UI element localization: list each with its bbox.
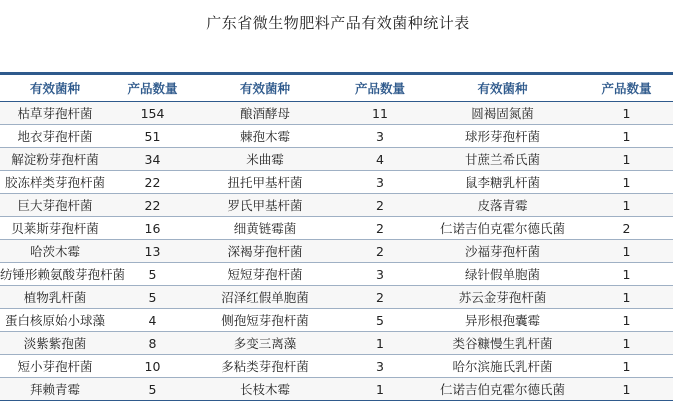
count-cell: 2 bbox=[335, 286, 425, 309]
strain-cell: 巨大芽孢杆菌 bbox=[0, 194, 110, 217]
count-cell: 13 bbox=[110, 240, 195, 263]
count-cell: 2 bbox=[335, 194, 425, 217]
header-count-1: 产品数量 bbox=[127, 81, 178, 96]
count-cell: 22 bbox=[110, 194, 195, 217]
count-cell: 2 bbox=[335, 240, 425, 263]
header-strain-3: 有效菌种 bbox=[477, 81, 528, 96]
strain-cell: 贝莱斯芽孢杆菌 bbox=[0, 217, 110, 240]
count-cell: 1 bbox=[335, 332, 425, 355]
count-cell: 3 bbox=[335, 263, 425, 286]
strain-cell: 解淀粉芽孢杆菌 bbox=[0, 148, 110, 171]
table-row bbox=[0, 309, 673, 332]
count-cell: 5 bbox=[110, 378, 195, 401]
table-row bbox=[0, 240, 673, 263]
strain-cell: 类谷糠慢生乳杆菌 bbox=[425, 332, 580, 355]
count-cell: 154 bbox=[110, 102, 195, 125]
count-cell: 1 bbox=[580, 263, 673, 286]
count-cell: 1 bbox=[580, 125, 673, 148]
table-row bbox=[0, 194, 673, 217]
count-cell: 3 bbox=[335, 171, 425, 194]
count-cell: 34 bbox=[110, 148, 195, 171]
strain-cell: 短短芽孢杆菌 bbox=[195, 263, 335, 286]
count-cell: 16 bbox=[110, 217, 195, 240]
count-cell: 2 bbox=[580, 217, 673, 240]
table-row bbox=[0, 148, 673, 171]
count-cell: 22 bbox=[110, 171, 195, 194]
count-cell: 1 bbox=[580, 355, 673, 378]
count-cell: 3 bbox=[335, 125, 425, 148]
strain-cell: 植物乳杆菌 bbox=[0, 286, 110, 309]
strain-cell: 长枝木霉 bbox=[195, 378, 335, 401]
count-cell: 1 bbox=[335, 378, 425, 401]
strain-cell: 深褐芽孢杆菌 bbox=[195, 240, 335, 263]
strain-cell: 枯草芽孢杆菌 bbox=[0, 102, 110, 125]
table-row bbox=[0, 217, 673, 240]
strain-cell: 仁诺吉伯克霍尔德氏菌 bbox=[425, 217, 580, 240]
count-cell: 1 bbox=[580, 378, 673, 401]
table-row bbox=[0, 171, 673, 194]
strain-cell: 多变三离藻 bbox=[195, 332, 335, 355]
table-row bbox=[0, 378, 673, 401]
count-cell: 51 bbox=[110, 125, 195, 148]
strain-cell: 甘蔗兰希氏菌 bbox=[425, 148, 580, 171]
strain-cell: 圆褐固氮菌 bbox=[425, 102, 580, 125]
count-cell: 5 bbox=[335, 309, 425, 332]
table-row bbox=[0, 263, 673, 286]
strain-cell: 棘孢木霉 bbox=[195, 125, 335, 148]
strain-cell: 胶冻样类芽孢杆菌 bbox=[0, 171, 110, 194]
strain-cell: 米曲霉 bbox=[195, 148, 335, 171]
count-cell: 4 bbox=[335, 148, 425, 171]
header-count-3: 产品数量 bbox=[601, 81, 652, 96]
count-cell: 1 bbox=[580, 309, 673, 332]
count-cell: 5 bbox=[110, 286, 195, 309]
strain-cell: 罗氏甲基杆菌 bbox=[195, 194, 335, 217]
strain-cell: 地衣芽孢杆菌 bbox=[0, 125, 110, 148]
count-cell: 1 bbox=[580, 194, 673, 217]
strain-cell: 哈茨木霉 bbox=[0, 240, 110, 263]
table-row bbox=[0, 332, 673, 355]
count-cell: 5 bbox=[110, 263, 195, 286]
strain-cell: 短小芽孢杆菌 bbox=[0, 355, 110, 378]
count-cell: 3 bbox=[335, 355, 425, 378]
strain-cell: 多粘类芽孢杆菌 bbox=[195, 355, 335, 378]
strain-cell: 异形根孢囊霉 bbox=[425, 309, 580, 332]
count-cell: 10 bbox=[110, 355, 195, 378]
strain-cell: 蛋白核原始小球藻 bbox=[0, 309, 110, 332]
table-body bbox=[0, 102, 673, 401]
strain-cell: 淡紫紫孢菌 bbox=[0, 332, 110, 355]
header-strain-1: 有效菌种 bbox=[29, 81, 80, 96]
strain-cell: 沼泽红假单胞菌 bbox=[195, 286, 335, 309]
strain-cell: 扭托甲基杆菌 bbox=[195, 171, 335, 194]
strain-statistics-table bbox=[0, 72, 673, 401]
count-cell: 1 bbox=[580, 240, 673, 263]
strain-cell: 苏云金芽孢杆菌 bbox=[425, 286, 580, 309]
page-title: 广东省微生物肥料产品有效菌种统计表 bbox=[206, 14, 470, 32]
table-row bbox=[0, 286, 673, 309]
strain-cell: 皮落青霉 bbox=[425, 194, 580, 217]
count-cell: 1 bbox=[580, 148, 673, 171]
header-count-2: 产品数量 bbox=[354, 81, 405, 96]
count-cell: 4 bbox=[110, 309, 195, 332]
strain-cell: 酿酒酵母 bbox=[195, 102, 335, 125]
strain-cell: 侧孢短芽孢杆菌 bbox=[195, 309, 335, 332]
strain-cell: 细黄链霉菌 bbox=[195, 217, 335, 240]
strain-cell: 沙福芽孢杆菌 bbox=[425, 240, 580, 263]
strain-cell: 哈尔滨施氏乳杆菌 bbox=[425, 355, 580, 378]
count-cell: 1 bbox=[580, 171, 673, 194]
count-cell: 8 bbox=[110, 332, 195, 355]
strain-cell: 拜赖青霉 bbox=[0, 378, 110, 401]
header-strain-2: 有效菌种 bbox=[239, 81, 290, 96]
table-row bbox=[0, 125, 673, 148]
table-row bbox=[0, 355, 673, 378]
strain-cell: 仁诺吉伯克霍尔德氏菌 bbox=[425, 378, 580, 401]
count-cell: 1 bbox=[580, 102, 673, 125]
count-cell: 2 bbox=[335, 217, 425, 240]
strain-cell: 球形芽孢杆菌 bbox=[425, 125, 580, 148]
count-cell: 1 bbox=[580, 286, 673, 309]
strain-cell: 纺锤形赖氨酸芽孢杆菌 bbox=[0, 263, 110, 286]
table-header-row bbox=[0, 74, 673, 102]
strain-cell: 绿针假单胞菌 bbox=[425, 263, 580, 286]
table-row bbox=[0, 102, 673, 125]
count-cell: 11 bbox=[335, 102, 425, 125]
count-cell: 1 bbox=[580, 332, 673, 355]
strain-cell: 鼠李糖乳杆菌 bbox=[425, 171, 580, 194]
